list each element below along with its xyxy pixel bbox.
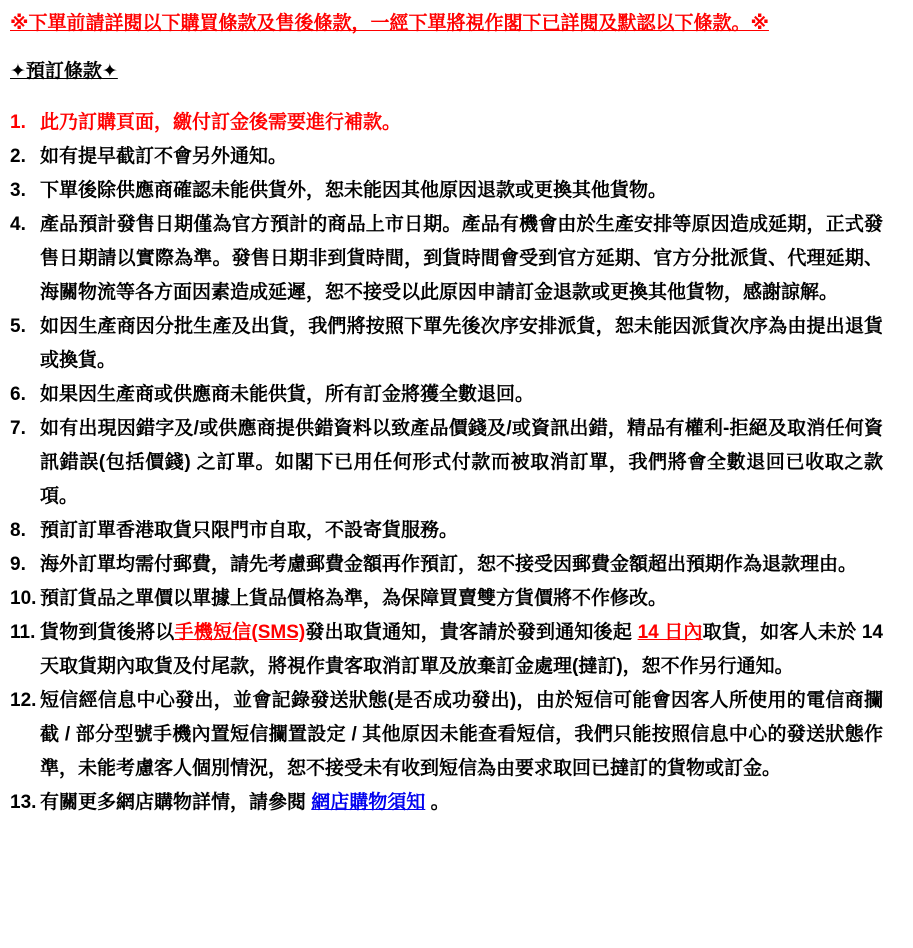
term-text: 如果因生產商或供應商未能供貨，所有訂金將獲全數退回。: [40, 384, 535, 405]
term-text: [40, 616, 883, 684]
term-text: 如因生產商因分批生產及出貨，我們將按照下單先後次序安排派貨，恕未能因派貨次序為由提出退貨或換貨。: [40, 316, 883, 371]
term-item: [10, 616, 883, 684]
term-number: 8.: [10, 520, 26, 541]
term-item: [10, 684, 883, 786]
term-number: 7.: [10, 418, 26, 439]
term-item: [10, 582, 883, 616]
term-number: 4.: [10, 214, 26, 235]
term-item: [10, 514, 883, 548]
term-item: [10, 174, 883, 208]
term-number: 11.: [10, 622, 36, 643]
term-number: 3.: [10, 180, 26, 201]
term-item: [10, 310, 883, 378]
term-text-segment: 發出取貨通知，貴客請於發到通知後起: [305, 622, 638, 643]
term-item: [10, 208, 883, 310]
term-text: [40, 786, 883, 820]
highlighted-text: 手機短信(SMS): [174, 622, 306, 643]
term-text: 如有提早截訂不會另外通知。: [40, 146, 288, 167]
term-number: 9.: [10, 554, 26, 575]
term-number: 12.: [10, 690, 37, 711]
purchase-terms-warning-title: ※下單前請詳閱以下購買條款及售後條款，一經下單將視作閣下已詳閱及默認以下條款。※: [10, 13, 769, 34]
term-item: [10, 548, 883, 582]
term-number: 10.: [10, 588, 37, 609]
term-text: 此乃訂購頁面，繳付訂金後需要進行補款。: [40, 112, 402, 133]
term-item: [10, 378, 883, 412]
highlighted-text: 14 日內: [637, 622, 703, 643]
term-item: [10, 106, 883, 140]
preorder-terms-section-title: ✦預訂條款✦: [10, 61, 118, 82]
term-text: 下單後除供應商確認未能供貨外，恕未能因其他原因退款或更換其他貨物。: [40, 180, 668, 201]
term-number: 1.: [10, 112, 26, 133]
term-number: 6.: [10, 384, 26, 405]
term-item: [10, 412, 883, 514]
term-text-segment: 貨物到貨後將以: [40, 622, 175, 643]
term-text-segment: 取貨，如客人未於 14 天取貨期內取貨及付尾款，將視作貴客取消訂單及放棄訂金處理(撻訂)，恕不作另行通知。: [40, 622, 883, 677]
term-text: 預訂訂單香港取貨只限門市自取，不設寄貨服務。: [40, 520, 459, 541]
term-number: 5.: [10, 316, 26, 337]
term-text: 如有出現因錯字及/或供應商提供錯資料以致產品價錢及/或資訊出錯，精品有權利-拒絕及取消任何資訊錯誤(包括價錢) 之訂單。如閣下已用任何形式付款而被取消訂單，我們將會全數退回已收取之款項。: [40, 418, 883, 507]
term-text-segment: 有關更多網店購物詳情，請參閱: [40, 792, 312, 813]
term-number: 2.: [10, 146, 26, 167]
term-text: 短信經信息中心發出，並會記錄發送狀態(是否成功發出)，由於短信可能會因客人所使用的電信商攔截 / 部分型號手機內置短信攔置設定 / 其他原因未能查看短信，我們只能按照信息中心的發送狀態作準，未能考慮客人個別情況，恕不接受未有收到短信為由要求取回已撻訂的貨物或訂金。: [40, 690, 883, 779]
term-text: 預訂貨品之單價以單據上貨品價格為準，為保障買賣雙方貨價將不作修改。: [40, 588, 668, 609]
term-text: 海外訂單均需付郵費，請先考慮郵費金額再作預訂，恕不接受因郵費金額超出預期作為退款理由。: [40, 554, 858, 575]
term-item: [10, 140, 883, 174]
term-text: 產品預計發售日期僅為官方預計的商品上市日期。產品有機會由於生產安排等原因造成延期，正式發售日期請以實際為準。發售日期非到貨時間，到貨時間會受到官方延期、官方分批派貨、代理延期、海關物流等各方面因素造成延遲，恕不接受以此原因申請訂金退款或更換其他貨物，感謝諒解。: [40, 214, 883, 303]
store-shopping-notice-link[interactable]: 網店購物須知: [311, 792, 426, 813]
term-text-segment: 。: [425, 792, 450, 813]
terms-list: [10, 106, 883, 820]
term-item: [10, 786, 883, 820]
term-number: 13.: [10, 792, 37, 813]
